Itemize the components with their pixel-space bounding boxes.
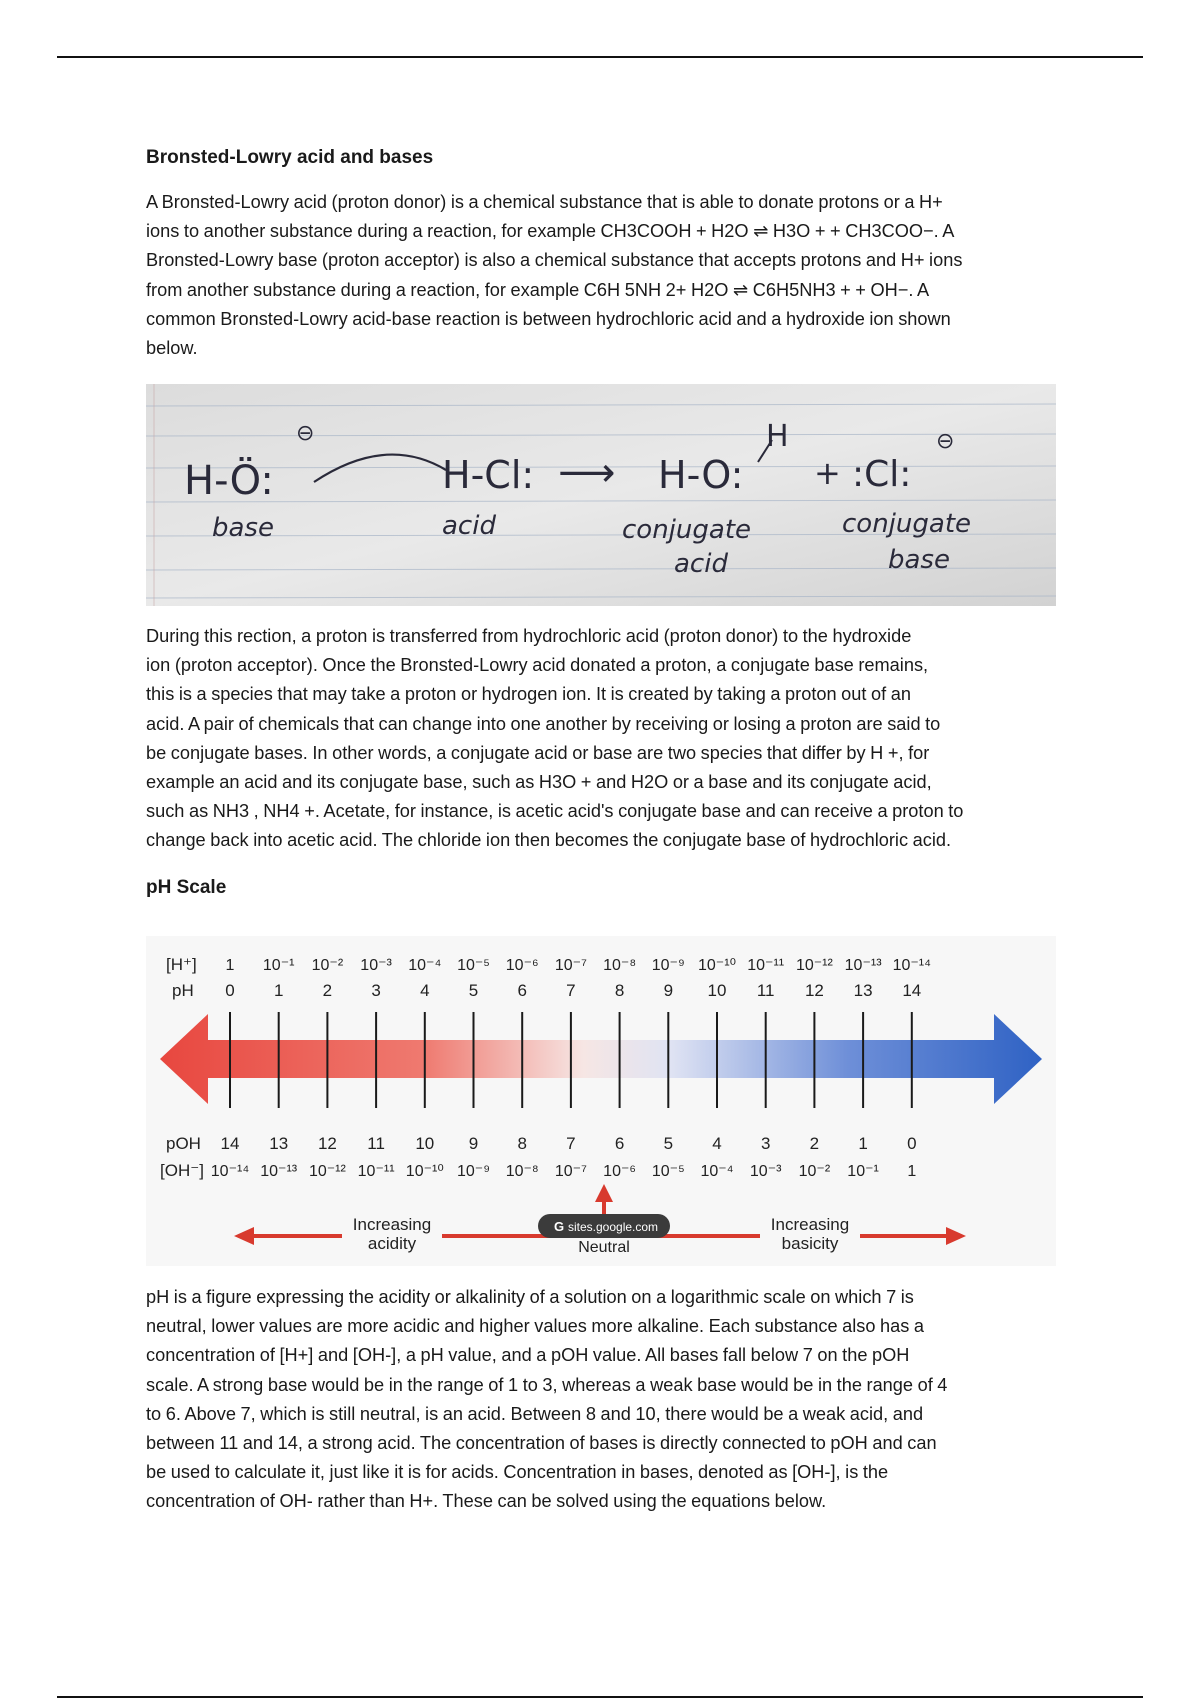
h-concentration-value: 10⁻⁸ xyxy=(603,957,637,974)
text-line: A Bronsted-Lowry acid (proton donor) is a chemical substance that is able to donate protons or a H+ xyxy=(146,192,943,212)
h-concentration-value: 10⁻¹¹ xyxy=(747,957,785,974)
ph-value: 3 xyxy=(371,981,381,1000)
poh-row-label: pOH xyxy=(166,1134,201,1153)
oh-concentration-value: 10⁻⁷ xyxy=(554,1163,587,1180)
google-g-icon: G xyxy=(554,1219,565,1234)
oh-concentration-value: 10⁻² xyxy=(798,1163,831,1180)
ph-value: 14 xyxy=(902,981,922,1000)
paragraph-ph-explanation xyxy=(146,1283,1058,1517)
text-line: common Bronsted-Lowry acid-base reaction is between hydrochloric acid and a hydroxide ion shown xyxy=(146,308,951,329)
label-acid: acid xyxy=(442,511,496,541)
h-concentration-value: 10⁻² xyxy=(311,957,344,974)
poh-value: 12 xyxy=(317,1134,337,1153)
neutral-label: Neutral xyxy=(578,1239,630,1256)
text-line: to 6. Above 7, which is still neutral, is an acid. Between 8 and 10, there would be a weak acid, and xyxy=(146,1403,924,1424)
ph-value: 5 xyxy=(468,981,479,1000)
text-line: Bronsted-Lowry base (proton acceptor) is also a chemical substance that accepts protons and H+ ions xyxy=(146,250,963,271)
ph-value: 1 xyxy=(273,981,284,1000)
watermark-text: sites.google.com xyxy=(568,1220,659,1234)
poh-value: 8 xyxy=(517,1134,527,1153)
ph-scale-figure xyxy=(146,936,1056,1266)
h-concentration-value: 1 xyxy=(225,957,235,974)
poh-value: 1 xyxy=(858,1134,868,1153)
h-concentration-value: 10⁻¹² xyxy=(795,957,833,974)
poh-value: 14 xyxy=(220,1134,240,1153)
ph-value: 12 xyxy=(804,981,824,1000)
text-line: neutral, lower values are more acidic and higher values more alkaline. Each substance also has a xyxy=(146,1316,925,1337)
oh-concentration-value: 10⁻¹³ xyxy=(260,1163,298,1180)
reaction-figure xyxy=(146,384,1056,606)
added-hydrogen: H xyxy=(766,419,789,454)
text-line: such as NH3 , NH4 +. Acetate, for instance, is acetic acid's conjugate base and can receive a proton to xyxy=(146,801,964,822)
h-concentration-value: 10⁻¹⁰ xyxy=(698,957,736,974)
oh-concentration-value: 10⁻¹² xyxy=(308,1163,346,1180)
h-concentration-value: 10⁻⁶ xyxy=(505,957,539,974)
text-line: change back into acetic acid. The chloride ion then becomes the conjugate base of hydrochloric acid. xyxy=(146,830,952,851)
ph-value: 6 xyxy=(517,981,527,1000)
oh-concentration-value: 10⁻⁹ xyxy=(456,1163,491,1180)
conjugate-acid-formula: H-O: xyxy=(658,453,744,497)
ph-row-label: pH xyxy=(172,981,194,1000)
bottom-rule xyxy=(57,1696,1143,1698)
oh-concentration-row xyxy=(211,1163,917,1180)
increasing-basicity-2: basicity xyxy=(781,1234,839,1253)
h-concentration-value: 10⁻⁹ xyxy=(651,957,685,974)
text-line: from another substance during a reaction, for example C6H 5NH 2+ H2O ⇌ C6H5NH3 + + OH−. A xyxy=(146,279,930,300)
text-line: be used to calculate it, just like it is for acids. Concentration in bases, denoted as [OH-], is the xyxy=(146,1462,889,1483)
text-line: acid. A pair of chemicals that can change into one another by receiving or losing a proton are said to xyxy=(146,713,941,734)
oh-concentration-value: 10⁻¹⁴ xyxy=(210,1163,250,1180)
oh-concentration-value: 10⁻⁵ xyxy=(651,1163,685,1180)
poh-value: 7 xyxy=(566,1134,576,1153)
oh-concentration-value: 10⁻⁸ xyxy=(505,1163,539,1180)
h-concentration-value: 10⁻¹⁴ xyxy=(892,957,932,974)
oh-row-label: [OH⁻] xyxy=(160,1161,204,1180)
h-concentration-row xyxy=(226,957,932,974)
h-concentration-value: 10⁻⁵ xyxy=(457,957,490,974)
h-concentration-value: 10⁻¹³ xyxy=(844,957,882,974)
poh-value: 4 xyxy=(712,1134,722,1153)
plus-sign: + xyxy=(814,454,841,492)
text-line: concentration of OH- rather than H+. These can be solved using the equations below. xyxy=(146,1491,827,1512)
poh-value-row xyxy=(221,1134,917,1153)
ph-value: 10 xyxy=(707,981,727,1000)
text-line: pH is a figure expressing the acidity or alkalinity of a solution on a logarithmic scale on which 7 is xyxy=(146,1287,914,1307)
text-line: ions to another substance during a reaction, for example CH3COOH + H2O ⇌ H3O + + CH3COO−. A xyxy=(146,221,955,242)
increasing-basicity-1: Increasing xyxy=(770,1215,850,1234)
ph-value: 13 xyxy=(853,981,873,1000)
label-conjugate-acid-2: acid xyxy=(674,549,728,579)
paragraph-conjugate-explanation xyxy=(146,622,1058,856)
label-base: base xyxy=(212,513,274,543)
oh-concentration-value: 10⁻¹¹ xyxy=(357,1163,395,1180)
text-line: be conjugate bases. In other words, a conjugate acid or base are two species that differ by H +, for xyxy=(146,742,930,763)
oh-concentration-value: 10⁻⁴ xyxy=(700,1163,734,1180)
ph-value: 8 xyxy=(614,981,625,1000)
h-concentration-value: 10⁻¹ xyxy=(262,957,295,974)
oh-concentration-value: 10⁻¹ xyxy=(847,1163,879,1180)
hydroxide-formula: H-Ö: xyxy=(184,458,274,504)
chloride-formula: :Cl: xyxy=(852,454,912,495)
label-conjugate-acid: conjugate xyxy=(622,515,752,545)
top-rule xyxy=(57,56,1143,58)
ph-value: 4 xyxy=(420,981,430,1000)
ph-value: 0 xyxy=(225,981,235,1000)
h-concentration-value: 10⁻³ xyxy=(360,957,392,974)
poh-value: 9 xyxy=(468,1134,479,1153)
poh-value: 0 xyxy=(907,1134,917,1153)
oh-concentration-value: 10⁻³ xyxy=(749,1163,782,1180)
ph-value: 7 xyxy=(566,981,576,1000)
hydroxide-charge: ⊖ xyxy=(296,421,315,446)
oh-concentration-value: 1 xyxy=(907,1163,917,1180)
ph-value: 2 xyxy=(322,981,333,1000)
h-concentration-value: 10⁻⁴ xyxy=(408,957,442,974)
hcl-formula: H-Cl: xyxy=(442,453,535,497)
poh-value: 10 xyxy=(415,1134,435,1153)
label-conjugate-base: conjugate xyxy=(842,509,972,539)
increasing-acidity-2: acidity xyxy=(367,1234,417,1253)
ph-value: 9 xyxy=(663,981,674,1000)
oh-concentration-value: 10⁻⁶ xyxy=(603,1163,637,1180)
ph-value: 11 xyxy=(756,981,775,1000)
section-heading-bronsted: Bronsted-Lowry acid and bases xyxy=(146,147,434,168)
h-concentration-value: 10⁻⁷ xyxy=(554,957,587,974)
text-line: ion (proton acceptor). Once the Bronsted-Lowry acid donated a proton, a conjugate base remains, xyxy=(146,655,929,676)
text-line: below. xyxy=(146,338,198,359)
oh-concentration-value: 10⁻¹⁰ xyxy=(405,1163,444,1180)
section-heading-ph-scale: pH Scale xyxy=(146,877,227,898)
poh-value: 13 xyxy=(269,1134,289,1153)
increasing-acidity-1: Increasing xyxy=(352,1215,432,1234)
chloride-charge: ⊖ xyxy=(936,429,955,454)
poh-value: 11 xyxy=(367,1134,385,1153)
poh-value: 3 xyxy=(760,1134,771,1153)
poh-value: 5 xyxy=(663,1134,674,1153)
text-line: concentration of [H+] and [OH-], a pH value, and a pOH value. All bases fall below 7 on the pOH xyxy=(146,1345,910,1366)
text-line: between 11 and 14, a strong acid. The concentration of bases is directly connected to pOH and can xyxy=(146,1433,937,1454)
poh-value: 6 xyxy=(614,1134,625,1153)
paragraph-bronsted-definition xyxy=(146,188,1058,363)
text-line: example an acid and its conjugate base, such as H3O + and H2O or a base and its conjugate acid, xyxy=(146,772,932,793)
text-line: scale. A strong base would be in the range of 1 to 3, whereas a weak base would be in the range of 4 xyxy=(146,1374,948,1395)
text-line: During this rection, a proton is transferred from hydrochloric acid (proton donor) to the hydroxide xyxy=(146,626,912,646)
text-line: this is a species that may take a proton or hydrogen ion. It is created by taking a proton out of an xyxy=(146,684,911,705)
h-row-label: [H⁺] xyxy=(166,955,197,974)
reaction-arrow: ⟶ xyxy=(558,450,616,496)
ph-value-row xyxy=(225,981,921,1000)
label-conjugate-base-2: base xyxy=(888,545,950,575)
poh-value: 2 xyxy=(809,1134,820,1153)
